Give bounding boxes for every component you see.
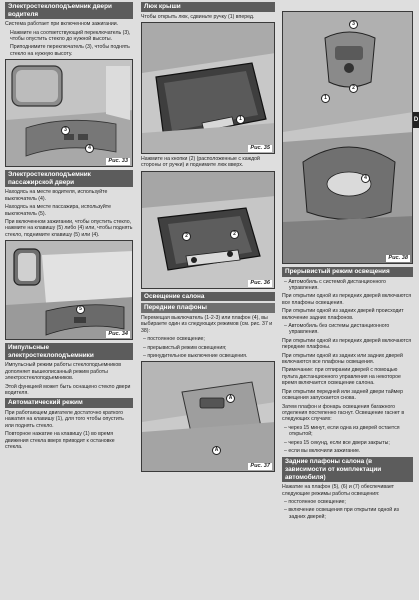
figure-38 [282,11,413,264]
heading-impulse-windows: Импульсные электростеклоподъемники [5,343,133,360]
callout-a-bottom: A [212,446,221,455]
text-driver-2: Нажмите на соответствующий переключатель (3), чтобы опустить стекло до нужной высоты. [10,29,131,42]
list-item-constant: – постоянное освещение; [143,336,205,343]
list-remote-no-text: Автомобиль без системы дистанционного управления. [288,323,390,336]
callout-1: 1 [236,115,245,124]
figure-34-illustration [6,241,133,340]
text-interval-1: При открытии одной из передних дверей включаются все плафоны освещения. [282,293,412,306]
text-sunroof-2: Нажмите на кнопки (2) (расположенные с каждой стороны от ручки) и поднимите люк вверх. [141,156,260,169]
heading-interior-light: Освещение салона [141,292,275,302]
list-item-interval: – прерывистый режим освещения; [143,344,227,351]
callout-5: 5 [76,305,85,314]
text-interval-6: Затем плафон и фонарь освещения багажного отделения постепенно гаснут. Освещение гаснет в следующих случаях: [282,403,405,423]
text-driver-1: Система работает при включенном зажигании. [5,21,119,28]
callout-a-top: A [226,394,235,403]
column-left [5,2,133,453]
text-note: Примечание: при отпирании дверей с помощью пульта дистанционного управления на некоторое время включается освещение салона. [282,367,401,387]
list-item-off-text: принудительное выключение освещения. [147,353,248,360]
list-rear-door: – включение освещения при открытии одной из задних дверей; [284,507,399,520]
section-tab: D [413,112,419,128]
figure-34-caption: Рис. 34 [108,331,128,338]
column-right [282,2,413,522]
text-interval-3: При открытии одной из передних дверей включаются передние плафоны. [282,337,412,351]
list-rear-door-text: включение освещения при открытии одной из задних дверей; [288,507,399,520]
text-auto-2: Повторное нажатие на клавишу (1) во время движения стекла вверх приводит к остановке стекла. [5,431,115,451]
list-item-off: – принудительное выключение освещения. [143,353,248,360]
figure-38-illustration [283,12,413,264]
list-15sec: – через 15 секунд, если все двери закрыты; [284,439,390,446]
figure-34 [5,240,133,340]
figure-36-illustration [142,172,275,289]
list-15min-text: через 15 минут, если одна из дверей остается открытой; [288,424,400,438]
callout-2-right: 2 [230,230,239,239]
heading-rear-lamps: Задние плафоны салона (в зависимости от комплектации автомобиля) [282,457,413,482]
text-pass-1: Находясь на месте водителя, используйте выключатель (4). [5,189,108,202]
list-remote-no: – Автомобиль без системы дистанционного управления. [284,323,390,336]
figure-36-caption: Рис. 36 [250,279,270,286]
text-driver-3: Приподнимите переключатель (3), чтобы поднять стекло на нужную высоту. [10,44,130,57]
figure-35-caption: Рис. 35 [250,145,270,151]
callout-3: 3 [61,126,70,135]
figure-35-illustration [142,23,275,154]
list-15min: – через 15 минут, если одна из дверей остается открытой; [284,424,400,438]
figure-37-illustration [142,362,275,472]
text-pass-3: При включенном зажигании, чтобы опустить стекло, нажмите на клавишу (5) либо (4) или, чтобы поднять стекло, поднимите клавишу (5) или (4). [5,219,133,238]
list-remote-yes-text: Автомобиль с системой дистанционного управления. [288,278,386,291]
figure-37 [141,361,275,472]
figure-35 [141,22,275,154]
heading-passenger-window: Электростеклоподъемник пассажирской двери [5,170,133,187]
text-auto-1: При работающем двигателе достаточно краткого нажатия на клавишу (1), для того чтобы опустить или поднять стекло. [5,410,124,429]
heading-driver-window: Электростеклоподъемник двери водителя [5,2,133,19]
text-impulse-1: Импульсный режим работы стеклоподъемников дополняет вышеописанный режим работы электростеклоподъемников. [5,362,121,382]
text-rear-lamps: Нажатие на плафон (5), (6) и (7) обеспечивает следующие режимы работы освещения: [282,484,395,497]
callout-4: 4 [361,174,370,183]
list-ignition: – если вы включили зажигание. [284,447,361,454]
figure-38-caption: Рис. 38 [388,255,408,261]
list-item-interval-text: прерывистый режим освещения; [147,344,227,351]
text-front-lamps: Перемещая выключатель (1-2-3) или плафон (4), вы выбираете один из следующих режимов (см. рис. 37 и 38): [141,315,273,334]
text-interval-5: При открытии передней или задней двери таймер освещения запускается снова. [282,388,403,402]
heading-auto-mode: Автоматический режим [5,398,133,408]
column-middle [141,2,275,472]
heading-front-lamps: Передние плафоны [141,303,275,313]
callout-4: 4 [85,144,94,153]
callout-3: 3 [349,20,358,29]
figure-36 [141,171,275,289]
list-ignition-text: если вы включили зажигание. [288,447,361,454]
heading-sunroof: Люк крыши [141,2,275,12]
text-interval-2: При открытии одной из задних дверей происходит включение задних плафонов. [282,308,404,321]
text-interval-4: При открытии одной из задних или задних дверей включаются все плафоны освещения. [282,352,403,366]
figure-33-caption: Рис. 33 [108,158,128,165]
list-rear-constant-text: постоянное освещение; [288,498,346,505]
callout-2-left: 2 [182,232,191,241]
callout-1: 1 [321,94,330,103]
heading-interval-mode: Прерывистый режим освещения [282,267,413,277]
text-sunroof-1: Чтобы открыть люк, сдвиньте ручку (1) вперед. [141,13,255,20]
figure-33-illustration [6,60,133,167]
callout-2: 2 [349,84,358,93]
list-item-constant-text: постоянное освещение; [147,336,205,343]
list-rear-constant: – постоянное освещение; [284,498,346,505]
list-remote-yes: – Автомобиль с системой дистанционного управления. [284,278,386,291]
figure-37-caption: Рис. 37 [250,463,270,470]
text-impulse-2: Этой функцией может быть оснащено стекло двери водителя. [5,383,131,397]
figure-33 [5,59,133,167]
text-pass-2: Находясь на месте пассажира, используйте выключатель (5). [5,204,111,217]
list-15sec-text: через 15 секунд, если все двери закрыты; [288,439,390,446]
